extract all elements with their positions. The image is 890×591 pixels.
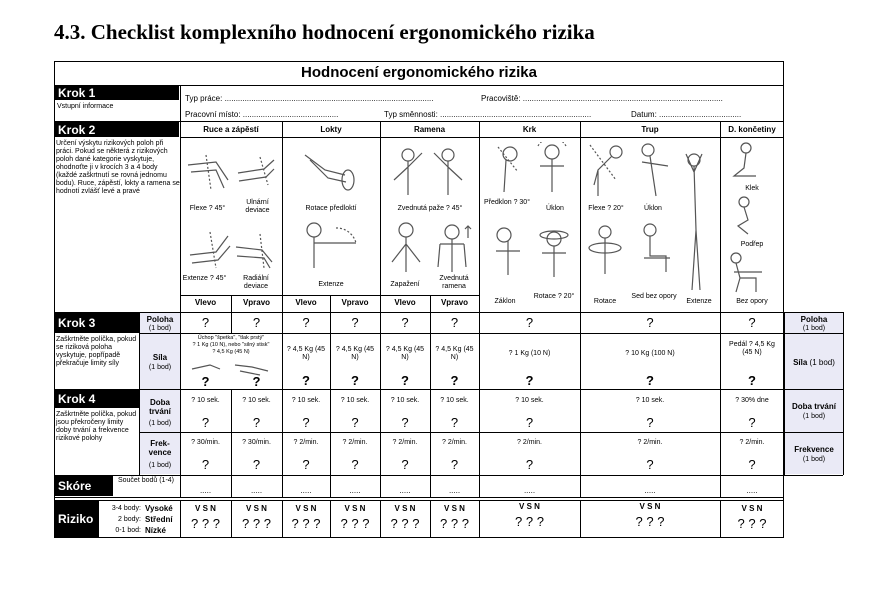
frek-val-4: ? 2/min. — [342, 439, 368, 446]
sila-mark-4[interactable]: ? — [351, 373, 359, 388]
skore-trup[interactable]: ..... — [644, 486, 656, 495]
doba-val-trup: ? 10 sek. — [635, 397, 665, 404]
label-radialni: Radiální deviace — [243, 275, 269, 290]
riziko-marks-krk[interactable]: ? ? ? — [515, 514, 544, 529]
force-pedal: Pedál ? 4,5 Kg (45 N) — [729, 341, 775, 356]
page-heading: 4.3. Checklist komplexního hodnocení ergonomického rizika — [54, 20, 595, 44]
col-dkonc: D. končetiny — [728, 125, 776, 134]
frek-val-krk: ? 2/min. — [517, 439, 542, 446]
riziko-name-3: Nízké — [145, 525, 166, 535]
force-ramena-r: ? 4,5 Kg (45 N) — [435, 346, 474, 361]
label-flexe45: Flexe ? 45° — [189, 205, 226, 212]
poloha-bod: (1 bod) — [148, 325, 172, 332]
datum-field[interactable]: Datum: ..................................... — [631, 110, 742, 119]
riziko-marks-trup[interactable]: ? ? ? — [635, 514, 665, 529]
sila-mark-1[interactable]: ? — [201, 374, 210, 389]
doba-mark-4[interactable]: ? — [351, 415, 359, 430]
doba-mark-krk[interactable]: ? — [525, 415, 534, 430]
col-krk: Krk — [522, 125, 537, 134]
sila-mark-krk[interactable]: ? — [525, 373, 534, 388]
table-title: Hodnocení ergonomického rizika — [301, 64, 537, 81]
sila-mark-3[interactable]: ? — [302, 373, 310, 388]
frek-val-dk: ? 2/min. — [739, 439, 765, 446]
frek-val-1: ? 30/min. — [191, 439, 220, 446]
doba-mark-dk[interactable]: ? — [748, 415, 756, 430]
side-ramena-vlevo: Vlevo — [394, 298, 416, 307]
doba-mark-3[interactable]: ? — [302, 415, 310, 430]
uchop-line3: ? 4,5 Kg (45 N) — [212, 349, 250, 355]
vsn-5: V S N — [394, 504, 416, 513]
poloha-mark-2[interactable]: ? — [252, 315, 261, 330]
doba-val-1: ? 10 sek. — [191, 397, 220, 404]
doba-mark-trup[interactable]: ? — [646, 415, 654, 430]
krok1-label: Krok 1 — [55, 86, 179, 100]
skore-krk[interactable]: ..... — [523, 486, 536, 495]
col-ruce: Ruce a zápěstí — [203, 125, 259, 134]
uchop-text — [181, 335, 281, 356]
force-trup: ? 10 Kg (100 N) — [625, 350, 675, 357]
force-lokty-r: ? 4,5 Kg (45 N) — [335, 346, 375, 361]
doba-bod: (1 bod) — [148, 420, 172, 427]
flexe-trup-figure — [586, 140, 626, 200]
label-zvednuta-paze: Zvednutá paže ? 45° — [397, 205, 463, 212]
skore-2[interactable]: ..... — [250, 486, 263, 495]
label-extenze45: Extenze ? 45° — [182, 275, 227, 282]
poloha-label: Poloha — [146, 315, 174, 324]
riziko-marks-dk[interactable]: ? ? ? — [737, 516, 767, 531]
skore-1[interactable]: ..... — [199, 486, 212, 495]
poloha-mark-dk[interactable]: ? — [748, 315, 756, 330]
riziko-marks-3[interactable]: ? ? ? — [291, 516, 321, 531]
col-trup: Trup — [641, 125, 659, 134]
krok4-desc: Zaškrtněte políčka, pokud jsou překročeny limity doby trvání a frekvence rizikové polohy — [56, 411, 137, 442]
poloha-mark-1[interactable]: ? — [201, 315, 210, 330]
sila-mark-dk[interactable]: ? — [748, 373, 756, 388]
poloha-mark-5[interactable]: ? — [401, 315, 409, 330]
skore-4[interactable]: ..... — [349, 486, 361, 495]
poloha-mark-3[interactable]: ? — [302, 315, 310, 330]
frek-mark-4[interactable]: ? — [351, 457, 359, 472]
side-ramena-vpravo: Vpravo — [440, 298, 469, 307]
poloha-mark-6[interactable]: ? — [450, 315, 459, 330]
pracoviste-field[interactable]: Pracoviště: .......................................................................................... — [481, 94, 723, 103]
force-krk: ? 1 Kg (10 N) — [508, 350, 551, 357]
sila-mark-5[interactable]: ? — [401, 373, 409, 388]
label-zaklon: Záklon — [494, 298, 516, 305]
side-lokty-vpravo: Vpravo — [341, 298, 369, 307]
doba-val-2: ? 10 sek. — [242, 397, 271, 404]
label-bez-opory: Bez opory — [736, 298, 768, 305]
vsn-2: V S N — [246, 504, 267, 513]
sila-right-label: Síla (1 bod) — [793, 358, 835, 367]
doba-label: Doba trvání — [149, 398, 171, 416]
poloha-right-bod: (1 bod) — [802, 325, 826, 332]
frek-val-trup: ? 2/min. — [637, 439, 663, 446]
vsn-trup: V S N — [639, 502, 661, 511]
label-rotace-predlokti: Rotace předloktí — [305, 205, 357, 212]
doba-mark-5[interactable]: ? — [401, 415, 409, 430]
frek-val-2: ? 30/min. — [242, 439, 271, 446]
col-ramena: Ramena — [413, 125, 446, 134]
klek-figure — [726, 142, 766, 182]
skore-3[interactable]: ..... — [300, 486, 312, 495]
poloha-mark-trup[interactable]: ? — [646, 315, 654, 330]
poloha-right-label: Poloha — [800, 315, 828, 324]
rotace-predlokti-figure — [300, 150, 360, 195]
doba-mark-1[interactable]: ? — [201, 415, 210, 430]
vsn-3: V S N — [295, 504, 317, 513]
krok1-sub: Vstupní informace — [57, 103, 114, 110]
frek-mark-dk[interactable]: ? — [748, 457, 756, 472]
frek-bod: (1 bod) — [148, 462, 172, 469]
typ-prace-field[interactable]: Typ práce: .............................................................................................. — [185, 94, 434, 103]
uchop-line1: Úchop "špetka", "tlak prstý" — [197, 335, 265, 341]
krok2-desc: Určení výskytu rizikových poloh při práci. Pokud se některá z rizikových poloh dané kategorie vyskytuje, ohodnoťte ji v krocích 3 a 4 body (každé zaškrtnutí se rovná jednomu bodu). Ruce, zápěstí, lokty a ramena se hodnotí zvlášť levé a pravé — [56, 140, 180, 195]
krok3-desc: Zaškrtněte políčka, pokud se riziková poloha vyskytuje, popřípadě překračuje limity síly — [56, 336, 137, 367]
doba-val-6: ? 10 sek. — [440, 397, 469, 404]
doba-right-label: Doba trvání — [791, 402, 836, 411]
sila-bod: (1 bod) — [148, 364, 172, 371]
uklon-trup-figure — [634, 140, 674, 200]
sila-label: Síla — [152, 353, 168, 362]
label-extenze-trup: Extenze — [686, 298, 712, 305]
frek-mark-6[interactable]: ? — [450, 457, 459, 472]
frek-mark-1[interactable]: ? — [201, 457, 210, 472]
uchop-line2: ? 1 Kg (10 N), nebo "silný stisk" — [192, 342, 270, 348]
label-klek: Klek — [745, 185, 759, 192]
poloha-mark-4[interactable]: ? — [351, 315, 359, 330]
riziko-marks-5[interactable]: ? ? ? — [390, 516, 420, 531]
force-lokty-l: ? 4,5 Kg (45 N) — [286, 346, 326, 361]
riziko-name-1: Vysoké — [145, 503, 173, 513]
frek-mark-5[interactable]: ? — [401, 457, 409, 472]
sila-mark-6[interactable]: ? — [450, 373, 459, 388]
frek-val-6: ? 2/min. — [442, 439, 467, 446]
frek-val-5: ? 2/min. — [392, 439, 418, 446]
force-ramena-l: ? 4,5 Kg (45 N) — [385, 346, 425, 361]
label-ulnarni: Ulnární deviace — [245, 199, 270, 214]
frek-mark-2[interactable]: ? — [252, 457, 261, 472]
riziko-body-3: 0-1 bod: — [115, 526, 141, 534]
skore-dk[interactable]: ..... — [746, 486, 758, 495]
flexe-wrist-figure — [186, 150, 231, 195]
label-uklon-trup: Úklon — [644, 205, 662, 212]
riziko-body-1: 3-4 body: — [111, 504, 141, 512]
pracovni-misto-field[interactable]: Pracovní místo: ........................................... — [185, 110, 339, 119]
ulnar-wrist-figure — [236, 155, 276, 190]
frek-right-label: Frekvence — [794, 445, 834, 454]
riziko-label: Riziko — [55, 501, 99, 537]
frek-right-bod: (1 bod) — [802, 456, 826, 463]
krok4-label: Krok 4 — [55, 390, 139, 408]
side-lokty-vlevo: Vlevo — [295, 298, 317, 307]
label-zapazeni: Zapažení — [390, 281, 420, 288]
extenze-loket-figure — [296, 218, 366, 273]
label-rotace-trup: Rotace — [593, 298, 617, 305]
frek-mark-trup[interactable]: ? — [646, 457, 654, 472]
label-uklon-krk: Úklon — [546, 205, 564, 212]
doba-right-bod: (1 bod) — [802, 413, 826, 420]
riziko-marks-6[interactable]: ? ? ? — [440, 516, 469, 531]
doba-val-dk: ? 30% dne — [735, 397, 769, 404]
poloha-mark-krk[interactable]: ? — [525, 315, 534, 330]
zaklon-krk-figure — [486, 225, 526, 280]
skore-5[interactable]: ..... — [399, 486, 411, 495]
label-rotace-krk: Rotace ? 20° — [533, 293, 575, 300]
label-zvednuta-ramena: Zvednutá ramena — [439, 275, 469, 290]
riziko-marks-1[interactable]: ? ? ? — [191, 516, 220, 531]
doba-mark-6[interactable]: ? — [450, 415, 459, 430]
zvednuta-ramena-figure — [432, 222, 472, 277]
sila-mark-2[interactable]: ? — [252, 374, 261, 389]
vsn-6: V S N — [444, 504, 465, 513]
label-podrep: Podřep — [740, 241, 764, 248]
side-ruce-vlevo: Vlevo — [194, 298, 217, 307]
vsn-4: V S N — [344, 504, 366, 513]
doba-mark-2[interactable]: ? — [252, 415, 261, 430]
rotace-trup-figure — [585, 222, 625, 277]
rotace-krk-figure — [534, 225, 574, 280]
sed-figure — [632, 222, 674, 277]
krok3-label: Krok 3 — [55, 313, 139, 333]
doba-val-5: ? 10 sek. — [390, 397, 420, 404]
skore-label: Skóre — [55, 476, 113, 496]
zapazeni-figure — [386, 222, 426, 277]
doba-val-krk: ? 10 sek. — [515, 397, 544, 404]
zvednuta-paze-figure — [386, 145, 471, 200]
uklon-krk-figure — [532, 142, 572, 197]
radial-wrist-figure — [234, 232, 276, 270]
label-sed: Sed bez opory — [631, 293, 677, 300]
vsn-dk: V S N — [741, 504, 763, 513]
label-flexe20: Flexe ? 20° — [588, 205, 624, 212]
doba-val-4: ? 10 sek. — [340, 397, 370, 404]
col-lokty: Lokty — [320, 125, 342, 134]
predklon-krk-figure — [488, 142, 528, 197]
typ-smennosti-field[interactable]: Typ směnnosti: .................................................................... — [384, 110, 592, 119]
vsn-krk: V S N — [519, 502, 540, 511]
bez-opory-figure — [726, 252, 766, 294]
frek-label: Frek-vence — [148, 439, 172, 457]
label-extenze-loket: Extenze — [318, 281, 344, 288]
riziko-body-2: 2 body: — [118, 515, 141, 523]
frek-mark-krk[interactable]: ? — [525, 457, 534, 472]
extenze-trup-figure — [680, 150, 710, 295]
skore-sub: Součet bodů (1-4) — [117, 477, 175, 484]
riziko-marks-4[interactable]: ? ? ? — [340, 516, 370, 531]
side-ruce-vpravo: Vpravo — [242, 298, 271, 307]
riziko-legend — [101, 503, 179, 536]
riziko-name-2: Střední — [145, 514, 173, 524]
sila-mark-trup[interactable]: ? — [646, 373, 654, 388]
frek-val-3: ? 2/min. — [293, 439, 319, 446]
label-predklon: Předklon ? 30° — [484, 199, 530, 206]
extenze-wrist-figure — [188, 230, 233, 270]
vsn-1: V S N — [195, 504, 216, 513]
skore-6[interactable]: ..... — [448, 486, 461, 495]
doba-val-3: ? 10 sek. — [291, 397, 321, 404]
frek-mark-3[interactable]: ? — [302, 457, 310, 472]
riziko-marks-2[interactable]: ? ? ? — [242, 516, 271, 531]
podrep-figure — [728, 196, 766, 238]
krok2-label: Krok 2 — [55, 122, 179, 137]
